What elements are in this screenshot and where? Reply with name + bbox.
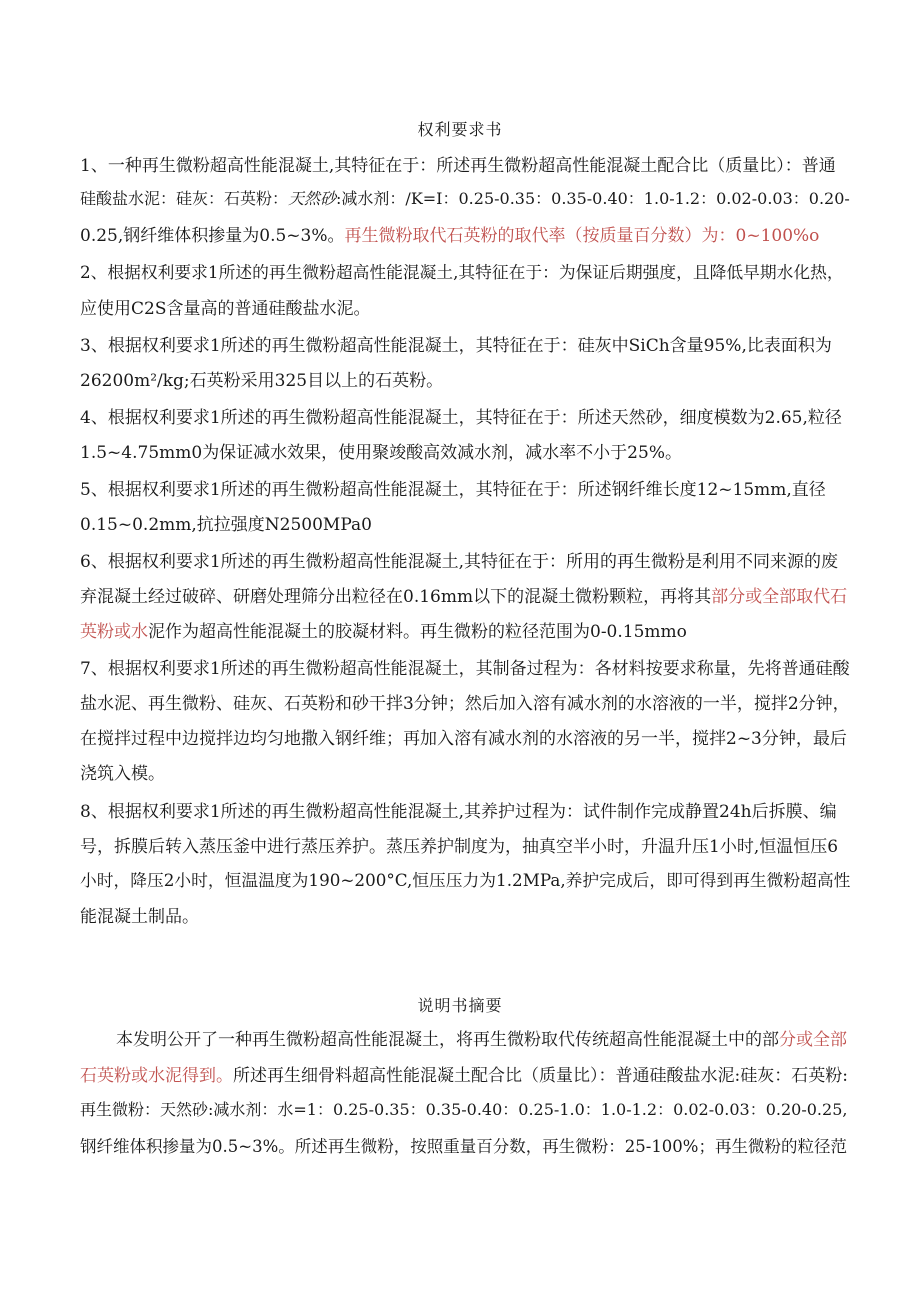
claim-6-line-2-a: 弃混凝土经过破碎、研磨处理筛分出粒径在0.16mm以下的混凝土微粉颗粒，再将其 [80,587,712,607]
claim-7-line-3: 在搅拌过程中边搅拌边均匀地撒入钢纤维；再加入溶有减水剂的水溶液的另一半，搅拌2~3分钟，最后 [80,729,847,749]
claim-3-line-1: 3、根据权利要求1所述的再生微粉超高性能混凝土，其特征在于：硅灰中SiCh含量95%,比表面积为 [80,336,832,356]
claim-5-line-1: 5、根据权利要求1所述的再生微粉超高性能混凝土，其特征在于：所述钢纤维长度12~15mm,直径 [80,480,826,500]
claim-7-line-4: 浇筑入模。 [80,764,165,784]
abstract-highlight-1: 分或全部 [779,1030,847,1050]
claim-8-line-4: 能混凝土制品。 [80,907,199,927]
claim-1-line-2-c: :减水剂：/K=I：0.25-0.35：0.35-0.40：1.0-1.2：0.02-0.03：0.20- [336,189,850,208]
claim-1-line-2-italic: 天然砂 [288,189,337,208]
abstract-line-4: 钢纤维体积掺量为0.5~3%。所述再生微粉，按照重量百分数，再生微粉：25-100%；再生微粉的粒径范 [80,1137,847,1156]
claim-1-line-2-a: 硅酸盐水泥：硅灰：石英粉： [80,189,289,208]
claim-2-line-1: 2、根据权利要求1所述的再生微粉超高性能混凝土,其特征在于：为保证后期强度，且降低早期水化热， [80,262,844,282]
claim-1-highlight: 再生微粉取代石英粉的取代率（按质量百分数）为：0~100%o [344,226,820,246]
claim-6-highlight-1: 部分或全部取代石 [711,587,848,607]
claim-1-line-3 [80,221,819,246]
claim-1-line-1: 1、一种再生微粉超高性能混凝土,其特征在于：所述再生微粉超高性能混凝土配合比（质量比）：普通 [80,156,836,176]
claim-7-line-1: 7、根据权利要求1所述的再生微粉超高性能混凝土，其制备过程为：各材料按要求称量，先将普通硅酸 [80,659,850,679]
claim-6-line-3 [80,617,687,642]
claim-1-line-2 [80,186,850,209]
claim-6-highlight-2: 英粉或水 [80,622,148,642]
abstract-line-1-a: 本发明公开了一种再生微粉超高性能混凝土，将再生微粉取代传统超高性能混凝土中的部 [116,1030,779,1050]
claim-1-line-3-a: 0.25,钢纤维体积掺量为0.5~3%。 [80,226,345,246]
claim-4-line-2: 1.5~4.75mm0为保证减水效果，使用聚竣酸高效减水剂，减水率不小于25%。 [80,443,682,463]
abstract-line-2 [80,1061,848,1086]
abstract-line-2-b: 所述再生细骨料超高性能混凝土配合比（质量比）：普通硅酸盐水泥:硅灰：石英粉: [233,1066,848,1086]
claim-8-line-3: 小时，降压2小时，恒温温度为190~200°C,恒压压力为1.2MPa,养护完成后，即可得到再生微粉超高性 [80,870,851,890]
claim-8-line-2: 号，拆膜后转入蒸压釜中进行蒸压养护。蒸压养护制度为，抽真空半小时，升温升压1小时,恒温恒压6 [80,837,839,857]
claim-3-line-2: 26200m²/kg;石英粉采用325目以上的石英粉。 [80,371,444,391]
claim-2-line-2: 应使用C2S含量高的普通硅酸盐水泥。 [80,299,371,319]
abstract-title: 说明书摘要 [417,996,503,1015]
abstract-highlight-2: 石英粉或水泥得到。 [80,1066,233,1086]
claim-6-line-2 [80,582,847,607]
abstract-line-1 [116,1025,847,1050]
claims-title: 权利要求书 [417,120,503,139]
claim-7-line-2: 盐水泥、再生微粉、硅灰、石英粉和砂干拌3分钟；然后加入溶有减水剂的水溶液的一半，搅拌2分钟， [80,694,850,714]
claim-4-line-1: 4、根据权利要求1所述的再生微粉超高性能混凝土，其特征在于：所述天然砂，细度模数为2.65,粒径 [80,408,842,428]
claim-6-line-1: 6、根据权利要求1所述的再生微粉超高性能混凝土,其特征在于：所用的再生微粉是利用不同来源的废 [80,552,839,572]
claim-8-line-1: 8、根据权利要求1所述的再生微粉超高性能混凝土,其养护过程为：试件制作完成静置24h后拆膜、编 [80,802,837,822]
claim-6-line-3-b: 泥作为超高性能混凝土的胶凝材料。再生微粉的粒径范围为0-0.15mmo [148,622,687,642]
abstract-line-3: 再生微粉：天然砂:减水剂：水=1：0.25-0.35：0.35-0.40：0.25-1.0：1.0-1.2：0.02-0.03：0.20-0.25, [80,1100,848,1119]
claim-5-line-2: 0.15~0.2mm,抗拉强度N2500MPa0 [80,515,372,535]
